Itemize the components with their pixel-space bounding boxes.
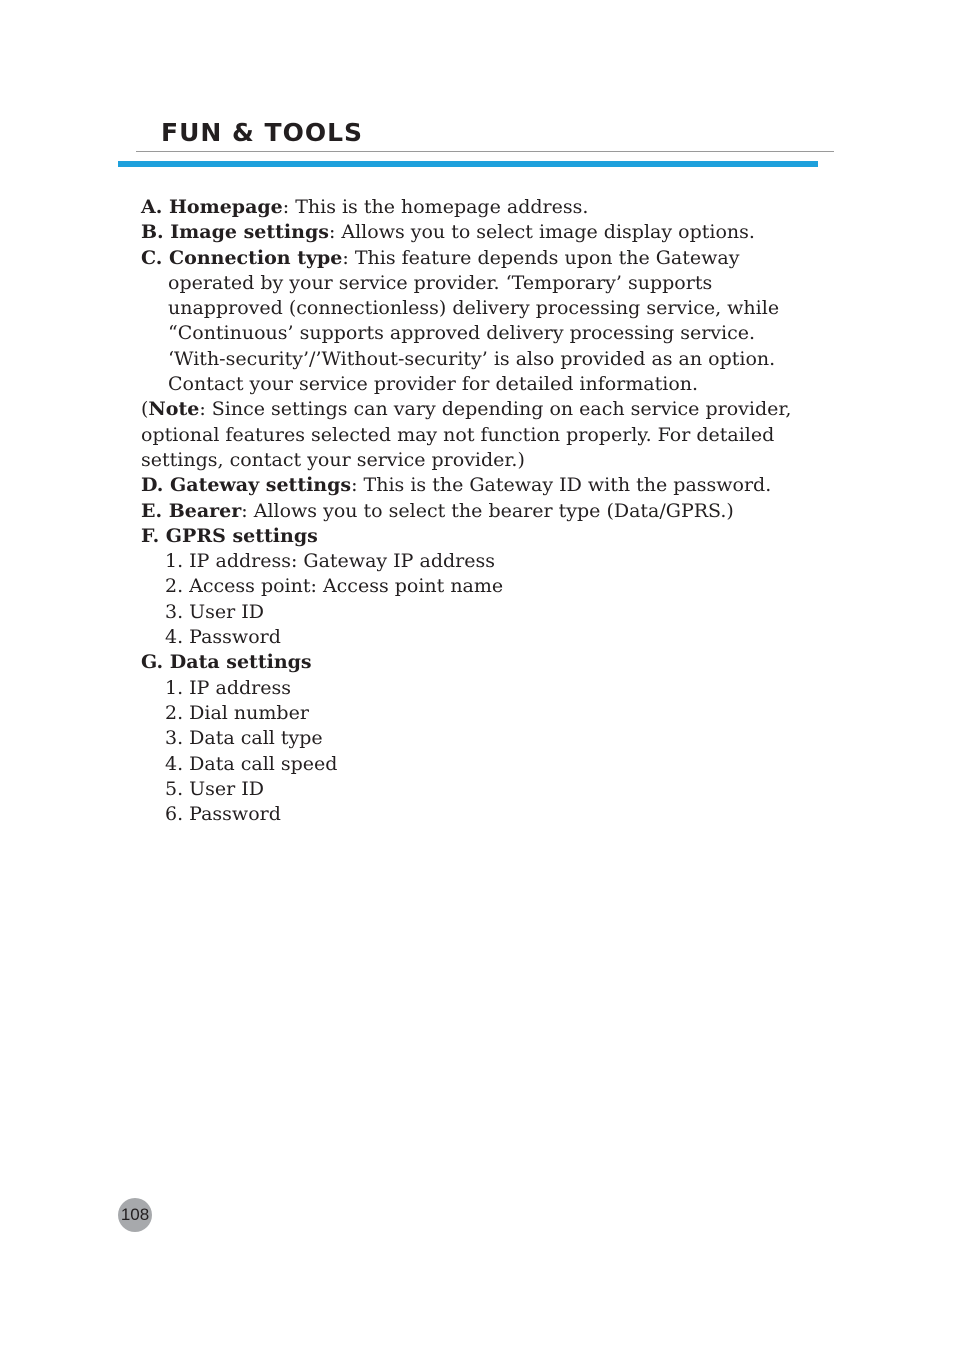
item-label: D. Gateway settings — [141, 474, 352, 497]
item-label: E. Bearer — [141, 499, 242, 522]
note-label: Note — [148, 398, 200, 421]
gprs-sub-item: 2. Access point: Access point name — [165, 575, 504, 598]
gprs-sub-item: 4. Password — [165, 626, 281, 649]
gprs-sub-item: 3. User ID — [165, 600, 265, 623]
item-text: : Allows you to select the bearer type (Data/GPRS.) — [241, 499, 734, 522]
data-sub-item: 1. IP address — [165, 676, 291, 699]
item-label: B. Image settings — [141, 221, 329, 244]
gprs-sub-item: 1. IP address: Gateway IP address — [165, 550, 495, 573]
header-divider-line — [136, 151, 834, 152]
note-paragraph — [141, 397, 801, 473]
data-sub-item: 2. Dial number — [165, 701, 309, 724]
list-item-connection-type — [141, 246, 801, 398]
gprs-settings-heading: F. GPRS settings — [141, 524, 318, 547]
page-content — [141, 195, 801, 827]
note-open-paren: ( — [141, 398, 149, 421]
header-accent-bar — [118, 161, 818, 167]
list-item-image-settings — [141, 220, 801, 245]
data-sub-item: 4. Data call speed — [165, 752, 338, 775]
data-sub-item: 3. Data call type — [165, 727, 323, 750]
page-number-badge: 108 — [118, 1198, 152, 1232]
section-title: FUN & TOOLS — [161, 118, 364, 147]
item-text: : This is the Gateway ID with the password. — [351, 474, 772, 497]
data-sub-item: 5. User ID — [165, 777, 265, 800]
list-item-homepage — [141, 195, 801, 220]
item-label: C. Connection type — [141, 246, 343, 269]
data-settings-heading: G. Data settings — [141, 651, 312, 674]
item-text: : This feature depends upon the Gateway operated by your service provider. ‘Temporary’ supports unapproved (connectionless) delivery processing service, while “Continuous’ supports approved delivery processing service. ‘With-security’/’Without-security’ is also provided as an option. Contact your service provider for detailed information. — [168, 246, 780, 396]
list-item-gateway-settings — [141, 473, 801, 498]
list-item-bearer — [141, 499, 801, 524]
note-text: : Since settings can vary depending on each service provider, optional features selected may not function properly. For detailed settings, contact your service provider.) — [141, 398, 792, 471]
item-label: A. Homepage — [141, 196, 283, 218]
item-text: : Allows you to select image display options. — [328, 221, 755, 244]
data-sub-item: 6. Password — [165, 803, 281, 826]
item-text: : This is the homepage address. — [282, 196, 589, 218]
